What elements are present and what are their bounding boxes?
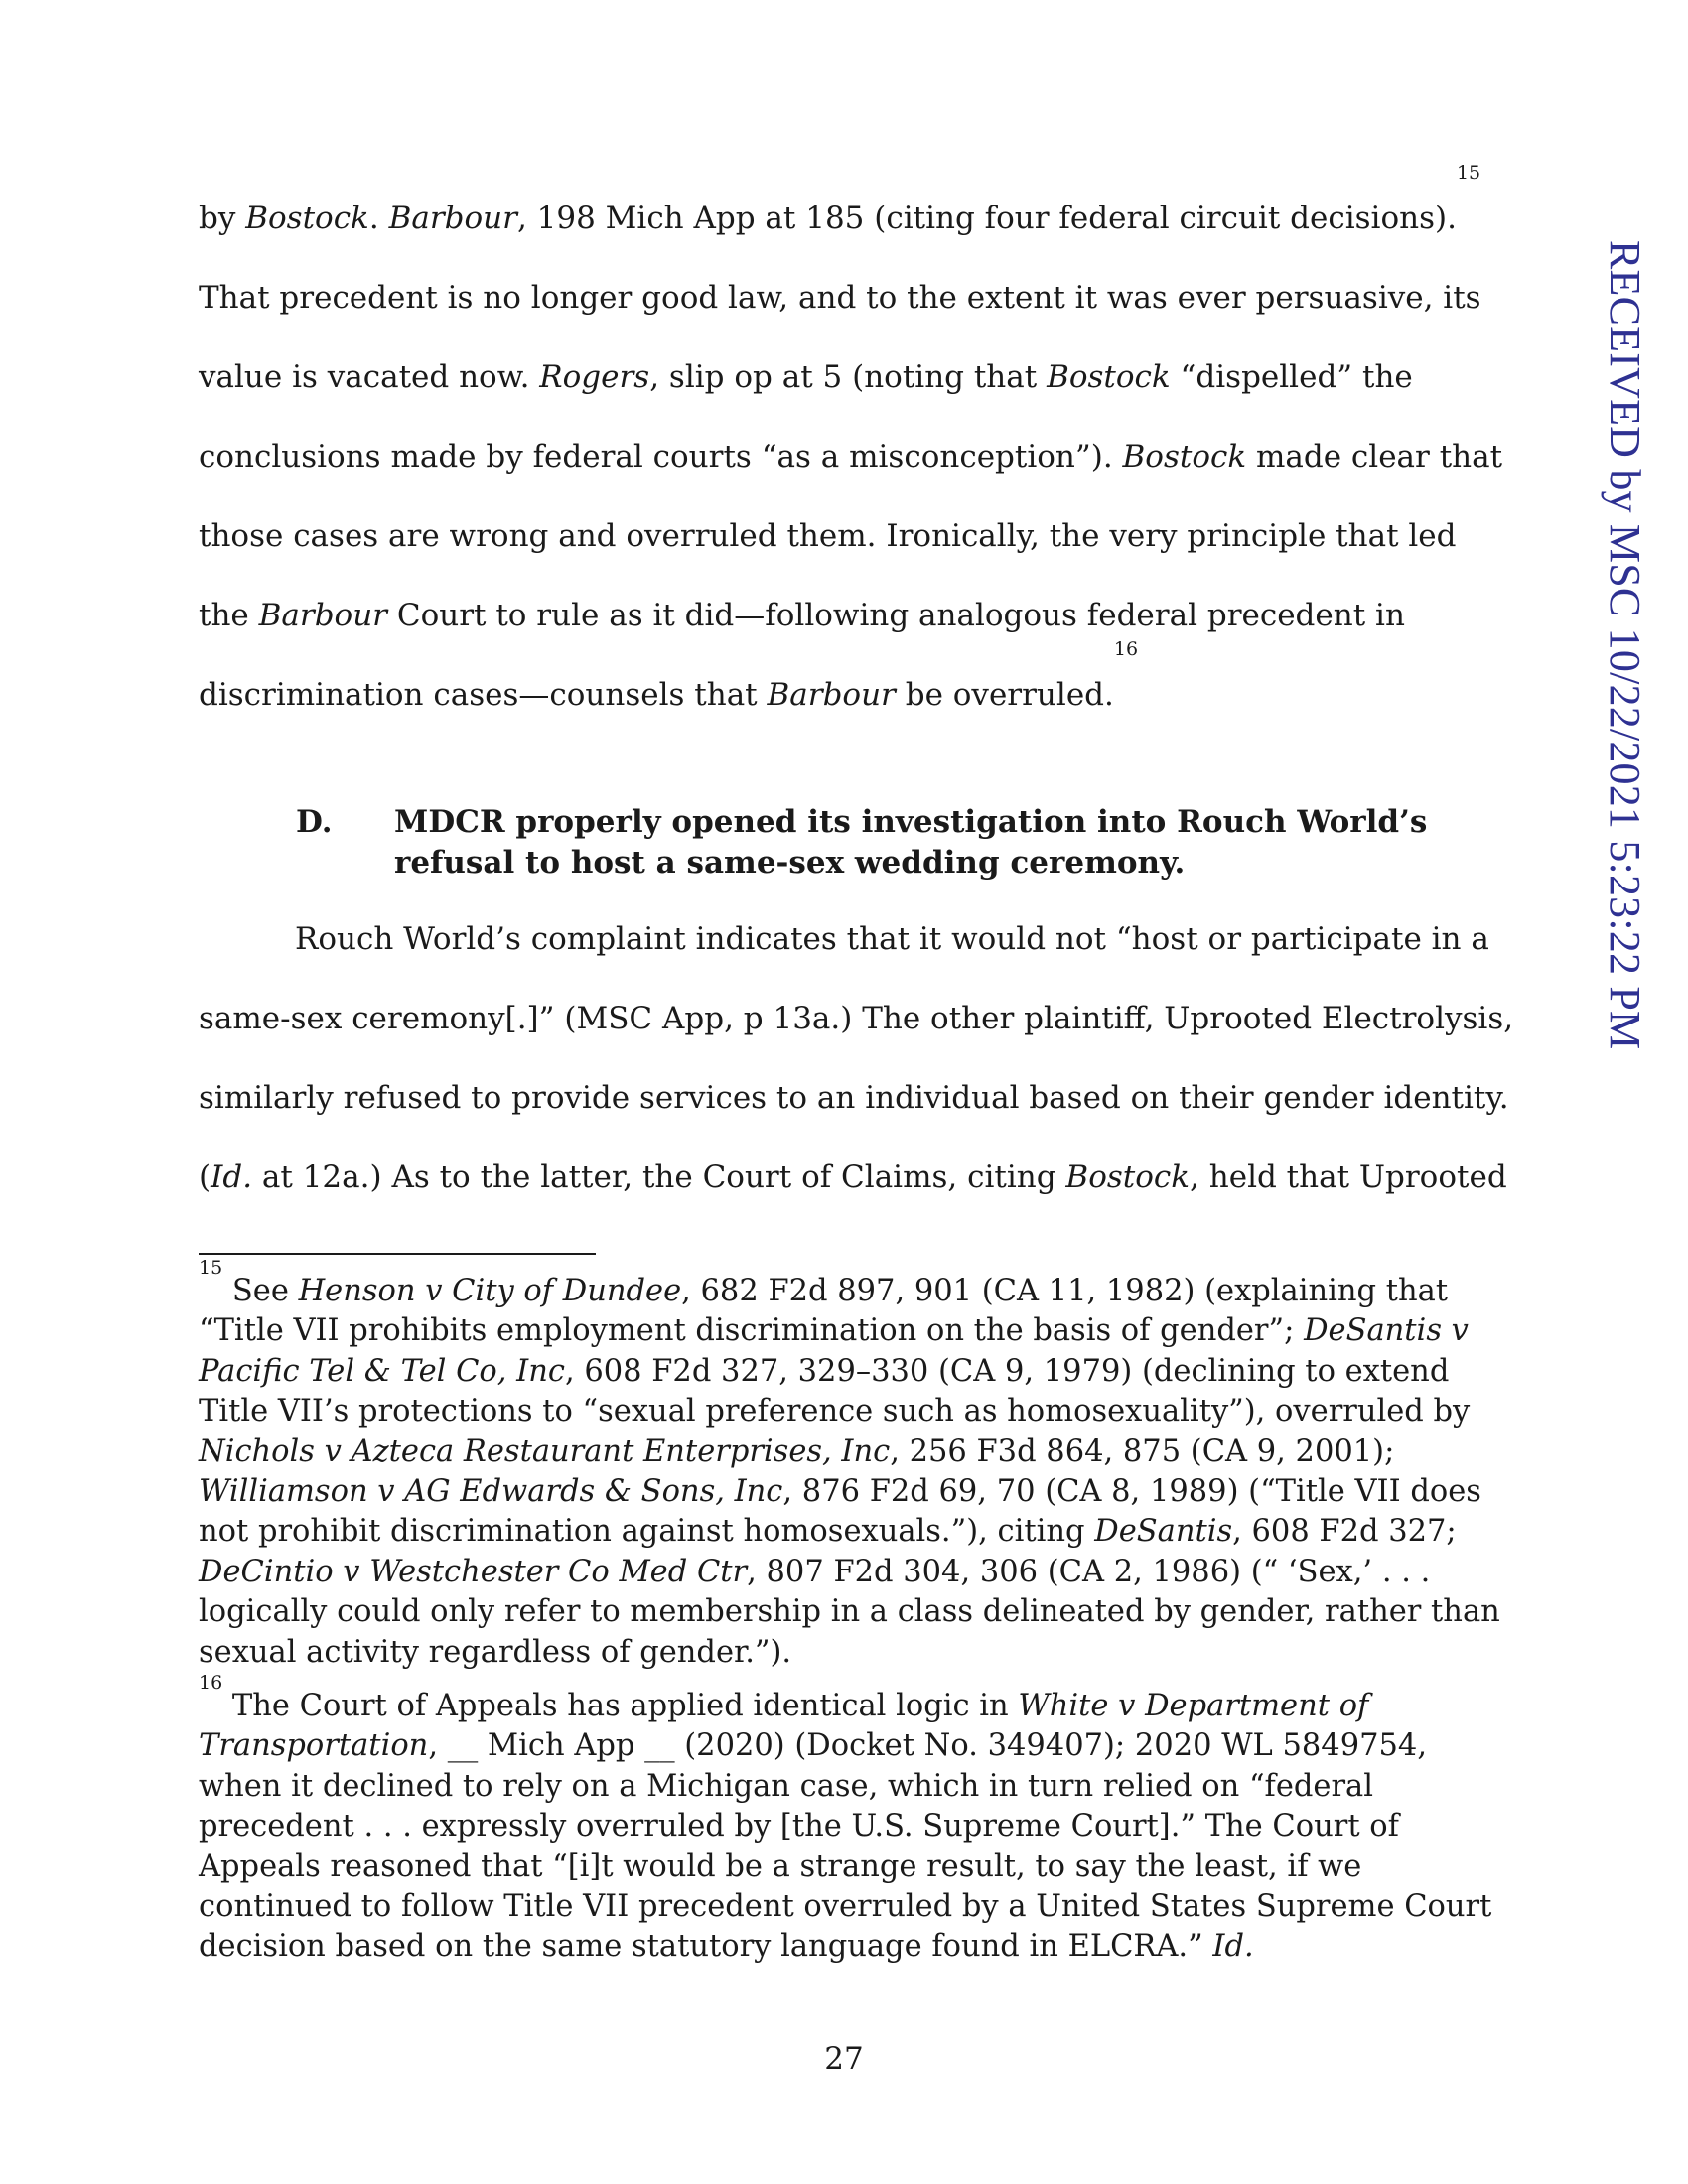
footnote-number: 15	[199, 1257, 223, 1279]
footnote-number: 16	[199, 1672, 223, 1694]
text-segment: by	[199, 201, 246, 236]
text-segment: sexual activity regardless of gender.”).	[199, 1634, 792, 1670]
footnote-line	[199, 1847, 1489, 1887]
text-segment: when it declined to rely on a Michigan case, which in turn relied on “federal	[199, 1768, 1373, 1804]
footnote-line	[199, 1927, 1489, 1967]
section-heading-line: refusal to host a same-sex wedding ceremony.	[394, 845, 1186, 881]
text-segment: , 608 F2d 327;	[1232, 1514, 1457, 1550]
body-paragraph-continued	[199, 162, 1503, 735]
text-segment: logically could only refer to membership in a class delineated by gender, rather than	[199, 1594, 1500, 1630]
text-line	[199, 979, 1514, 1058]
footnote-line	[199, 1726, 1489, 1766]
text-segment: the	[199, 598, 259, 633]
footnote-16	[199, 1672, 1492, 1968]
text-segment: decision based on the same statutory language found in ELCRA.”	[199, 1929, 1213, 1965]
text-segment: , held that Uprooted	[1190, 1160, 1507, 1195]
text-segment: not prohibit discrimination against homosexuals.”), citing	[199, 1514, 1095, 1550]
text-line	[199, 1058, 1509, 1138]
case-citation-italic: Id.	[211, 1160, 253, 1195]
footnote-reference[interactable]: 16	[1113, 638, 1139, 660]
text-segment: Court to rule as it did—following analogous federal precedent in	[387, 598, 1405, 633]
text-segment: made clear that	[1246, 439, 1503, 475]
text-line	[199, 417, 1503, 496]
footnote-reference[interactable]: 15	[1456, 162, 1481, 184]
case-citation-italic: Transportation	[199, 1728, 429, 1764]
footnote-line	[199, 1433, 1489, 1472]
case-citation-italic: Bostock	[1047, 359, 1171, 395]
text-segment: , 807 F2d 304, 306 (CA 2, 1986) (“ ‘Sex,’ . . .	[747, 1554, 1431, 1589]
case-citation-italic: Williamson v AG Edwards & Sons, Inc	[199, 1473, 783, 1509]
case-citation-italic: Barbour	[258, 598, 387, 633]
text-line	[199, 258, 1489, 338]
footnote-line	[199, 1633, 1489, 1673]
text-segment: See	[222, 1274, 299, 1308]
text-segment: be overruled.	[895, 677, 1114, 713]
footnote-line	[199, 1352, 1489, 1392]
case-citation-italic: Barbour	[388, 201, 517, 236]
received-stamp: RECEIVED by MSC 10/22/2021 5:23:22 PM	[1601, 240, 1649, 1050]
case-citation-italic: White v Department of	[1018, 1689, 1369, 1723]
case-citation-italic: Rogers	[539, 359, 650, 395]
case-citation-italic: Id.	[1212, 1929, 1254, 1965]
text-segment: That precedent is no longer good law, and to the extent it was ever persuasive, its	[199, 280, 1481, 316]
case-citation-italic: Bostock	[1065, 1160, 1191, 1195]
case-citation-italic: Nichols v Azteca Restaurant Enterprises, Inc	[199, 1433, 891, 1469]
footnote-separator	[199, 1253, 596, 1255]
footnote-line	[199, 1512, 1489, 1552]
footnote-line	[199, 1592, 1500, 1632]
section-heading-line: MDCR properly opened its investigation into Rouch World’s	[394, 804, 1428, 840]
case-citation-italic: Henson v City of Dundee	[298, 1274, 682, 1308]
footnote-line	[199, 1887, 1492, 1927]
text-segment: , 608 F2d 327, 329–330 (CA 9, 1979) (declining to extend	[564, 1353, 1450, 1389]
section-heading-title	[394, 802, 1486, 884]
text-line	[199, 496, 1489, 576]
case-citation-italic: Bostock	[1122, 439, 1247, 475]
text-segment: precedent . . . expressly overruled by [the U.S. Supreme Court].” The Court of	[199, 1809, 1399, 1844]
text-segment: (	[199, 1160, 211, 1195]
text-segment: , 876 F2d 69, 70 (CA 8, 1989) (“Title VII does	[782, 1473, 1481, 1509]
case-citation-italic: DeSantis v	[1304, 1313, 1469, 1349]
text-line	[199, 1138, 1507, 1217]
case-citation-italic: Bostock	[245, 201, 369, 236]
text-segment: “dispelled” the	[1170, 359, 1413, 395]
text-segment: at 12a.) As to the latter, the Court of Claims, citing	[252, 1160, 1066, 1195]
case-citation-italic: DeCintio v Westchester Co Med Ctr	[199, 1554, 748, 1589]
text-segment: similarly refused to provide services to an individual based on their gender identity.	[199, 1080, 1509, 1116]
text-segment: .	[368, 201, 389, 236]
footnote-line	[199, 1767, 1489, 1807]
footnote-line	[199, 1311, 1489, 1351]
case-citation-italic: Barbour	[767, 677, 896, 713]
text-segment: , slip op at 5 (noting that	[649, 359, 1048, 395]
text-segment: value is vacated now.	[199, 359, 540, 395]
footnote-line	[199, 1807, 1489, 1846]
text-segment: conclusions made by federal courts “as a misconception”).	[199, 439, 1123, 475]
text-segment: continued to follow Title VII precedent overruled by a United States Supreme Court	[199, 1888, 1492, 1924]
text-segment: The Court of Appeals has applied identical logic in	[222, 1689, 1019, 1723]
footnote-15	[199, 1257, 1500, 1673]
body-paragraph-section-d	[199, 899, 1514, 1217]
page-number: 27	[824, 2041, 864, 2077]
text-segment: Rouch World’s complaint indicates that it would not “host or participate in a	[295, 921, 1489, 957]
footnote-line	[199, 1672, 1489, 1726]
section-heading-letter: D.	[296, 804, 333, 840]
text-line	[199, 338, 1489, 417]
footnote-line	[199, 1553, 1489, 1592]
text-segment: , 682 F2d 897, 901 (CA 11, 1982) (explaining that	[681, 1274, 1449, 1308]
text-segment: “Title VII prohibits employment discrimination on the basis of gender”;	[199, 1313, 1305, 1349]
text-segment: , 256 F3d 864, 875 (CA 9, 2001);	[890, 1433, 1395, 1469]
text-segment: those cases are wrong and overruled them. Ironically, the very principle that led	[199, 518, 1457, 554]
text-line	[199, 576, 1489, 655]
text-segment: same-sex ceremony[.]” (MSC App, p 13a.) The other plaintiff, Uprooted Electrolysis,	[199, 1001, 1514, 1036]
text-segment: , __ Mich App __ (2020) (Docket No. 349407); 2020 WL 5849754,	[428, 1728, 1428, 1764]
text-segment: discrimination cases—counsels that	[199, 677, 768, 713]
case-citation-italic: Pacific Tel & Tel Co, Inc	[199, 1353, 565, 1389]
text-line	[199, 162, 1489, 258]
case-citation-italic: DeSantis	[1094, 1514, 1233, 1550]
text-line	[199, 899, 1489, 979]
text-segment: Appeals reasoned that “[i]t would be a strange result, to say the least, if we	[199, 1848, 1362, 1884]
text-segment: , 198 Mich App at 185 (citing four federal circuit decisions).	[516, 201, 1457, 236]
footnote-line	[199, 1257, 1489, 1311]
text-line	[199, 638, 1489, 735]
footnote-line	[199, 1472, 1489, 1512]
text-segment: Title VII’s protections to “sexual preference such as homosexuality”), overruled by	[199, 1394, 1471, 1430]
footnote-line	[199, 1392, 1489, 1432]
